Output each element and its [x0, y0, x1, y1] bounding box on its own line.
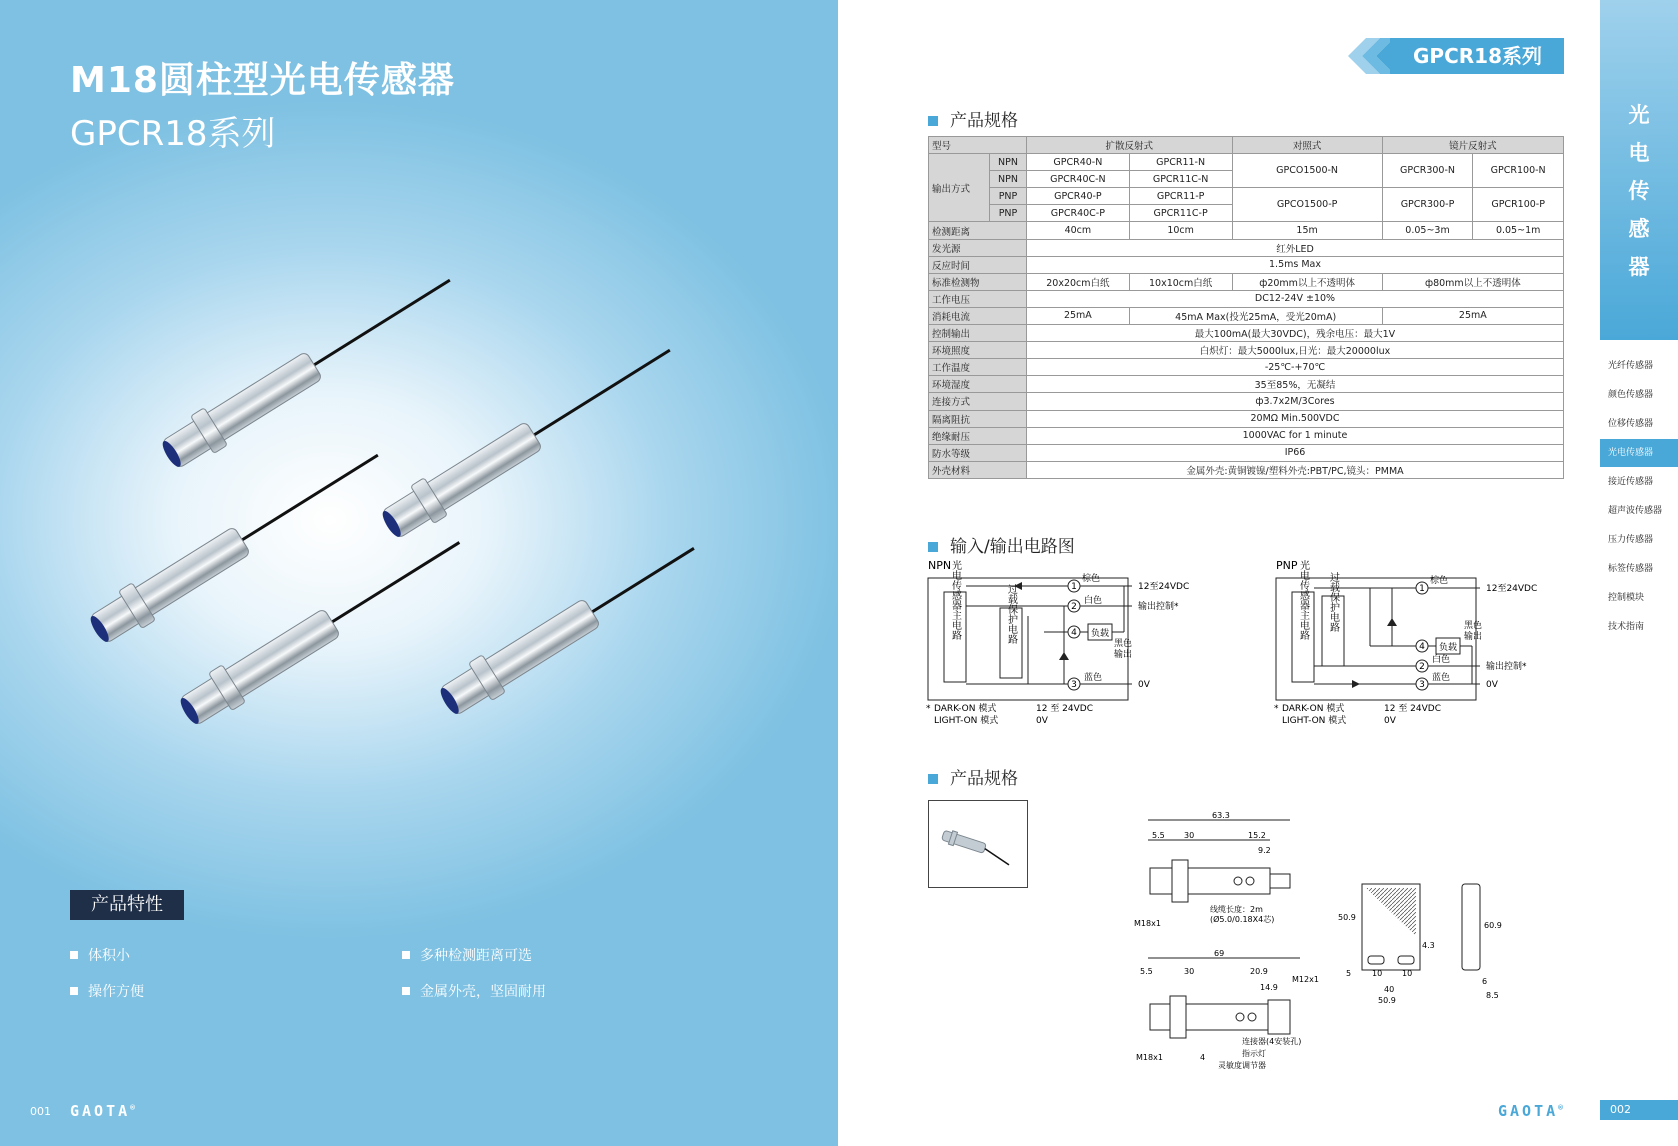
svg-text:M18x1: M18x1: [1134, 919, 1161, 928]
left-page: [0, 0, 838, 1146]
sidebar-item-photoelectric[interactable]: 光电传感器: [1600, 439, 1678, 467]
svg-text:M12x1: M12x1: [1292, 975, 1319, 984]
table-row: 控制输出 最大100mA(最大30VDC)，残余电压：最大1V: [929, 325, 1564, 342]
sidebar-item-color[interactable]: 颜色传感器: [1608, 390, 1654, 400]
svg-text:10: 10: [1372, 969, 1383, 978]
table-row: NPN GPCR40C-N GPCR11C-N: [929, 171, 1564, 188]
svg-text:蓝色: 蓝色: [1432, 673, 1451, 683]
npn-title: NPN: [928, 559, 952, 572]
table-row: 防水等级 IP66: [929, 444, 1564, 461]
svg-text:12 至 24VDC: 12 至 24VDC: [1036, 704, 1093, 714]
sensor-1: [156, 261, 462, 475]
svg-text:DARK-ON 模式: DARK-ON 模式: [1282, 704, 1345, 714]
svg-text:4.3: 4.3: [1422, 941, 1435, 950]
svg-text:20.9: 20.9: [1250, 967, 1268, 976]
product-thumbnail: [928, 800, 1028, 888]
svg-text:5.5: 5.5: [1140, 967, 1153, 976]
svg-text:6: 6: [1482, 977, 1488, 986]
dimension-drawing-cable: [1130, 808, 1310, 938]
sensor-3: [84, 436, 390, 650]
svg-text:M18x1: M18x1: [1136, 1053, 1163, 1062]
table-row: 连接方式 ф3.7x2M/3Cores: [929, 393, 1564, 410]
feature-item: 体积小: [70, 945, 130, 965]
svg-text:光电传感器主电路: 光电传感器主电路: [1297, 560, 1309, 640]
svg-text:4: 4: [1419, 642, 1425, 652]
svg-text:0V: 0V: [1384, 716, 1396, 726]
svg-text:DARK-ON 模式: DARK-ON 模式: [934, 704, 997, 714]
svg-text:50.9: 50.9: [1378, 996, 1396, 1005]
svg-text:(Ø5.0/0.18X4芯): (Ø5.0/0.18X4芯): [1210, 915, 1275, 924]
sidebar-item-guide[interactable]: 技术指南: [1608, 622, 1645, 632]
svg-text:40: 40: [1384, 985, 1395, 994]
svg-text:输出: 输出: [1464, 632, 1483, 642]
svg-text:白色: 白色: [1432, 655, 1451, 665]
svg-text:负载: 负载: [1438, 643, 1458, 653]
table-row: 工作电压 DC12-24V ±10%: [929, 290, 1564, 307]
svg-text:LIGHT-ON 模式: LIGHT-ON 模式: [934, 716, 999, 726]
sidebar-title: 光 电 传 感 器: [1628, 103, 1650, 279]
sidebar-item-ultrasonic[interactable]: 超声波传感器: [1608, 506, 1663, 516]
svg-text:15.2: 15.2: [1248, 831, 1266, 840]
svg-text:10: 10: [1402, 969, 1413, 978]
svg-text:12至24VDC: 12至24VDC: [1486, 584, 1538, 594]
svg-text:棕色: 棕色: [1430, 576, 1449, 586]
page-title: M18圆柱型光电传感器: [70, 60, 455, 101]
svg-text:2: 2: [1071, 602, 1077, 612]
svg-text:负载: 负载: [1090, 629, 1110, 639]
pnp-circuit-diagram: [1272, 556, 1572, 730]
svg-text:输出控制*: 输出控制*: [1486, 662, 1527, 672]
features-heading: 产品特性: [70, 890, 184, 920]
page-number-left: 001: [30, 1105, 51, 1118]
svg-text:指示灯: 指示灯: [1242, 1049, 1266, 1058]
sidebar-item-pressure[interactable]: 压力传感器: [1608, 535, 1654, 545]
feature-item: 金属外壳，坚固耐用: [402, 981, 546, 1001]
svg-text:5.5: 5.5: [1152, 831, 1165, 840]
svg-text:线缆长度：2m: 线缆长度：2m: [1210, 905, 1263, 914]
sensor-5: [434, 530, 706, 723]
svg-text:过载保护电路: 过载保护电路: [1005, 584, 1017, 644]
page-number-right: 002: [1600, 1100, 1678, 1120]
svg-text:过载保护电路: 过载保护电路: [1327, 572, 1339, 632]
svg-text:12至24VDC: 12至24VDC: [1138, 582, 1190, 592]
feature-item: 操作方便: [70, 981, 144, 1001]
table-row: 标准检测物 20x20cm白纸 10x10cm白纸 ф20mm以上不透明体 ф80mm以上不透明体: [929, 273, 1564, 290]
sidebar-item-fiber[interactable]: 光纤传感器: [1608, 361, 1654, 371]
page-subtitle: GPCR18系列: [70, 114, 276, 154]
spec-table: [928, 136, 1564, 479]
svg-text:蓝色: 蓝色: [1084, 673, 1103, 683]
svg-text:0V: 0V: [1486, 680, 1498, 690]
table-row: 发光源 红外LED: [929, 239, 1564, 256]
svg-text:30: 30: [1184, 831, 1195, 840]
dimension-drawing-reflector: [1336, 876, 1556, 1006]
brand-logo-right: GAOTA®: [1498, 1102, 1566, 1120]
spec-heading: 产品规格: [928, 106, 1018, 131]
svg-text:黑色: 黑色: [1464, 621, 1483, 631]
svg-text:灵敏度调节器: 灵敏度调节器: [1218, 1061, 1266, 1070]
svg-text:0V: 0V: [1036, 716, 1048, 726]
table-row: 环境湿度 35至85%，无凝结: [929, 376, 1564, 393]
svg-text:0V: 0V: [1138, 680, 1150, 690]
svg-text:3: 3: [1419, 680, 1425, 690]
svg-text:输出: 输出: [1114, 650, 1133, 660]
table-row: 反应时间 1.5ms Max: [929, 256, 1564, 273]
svg-text:连接器(4安装孔): 连接器(4安装孔): [1242, 1037, 1302, 1046]
table-row: 绝缘耐压 1000VAC for 1 minute: [929, 427, 1564, 444]
sidebar-item-displacement[interactable]: 位移传感器: [1608, 419, 1654, 429]
table-row: PNP GPCR40-P GPCR11-P GPCO1500-P GPCR300-P GPCR100-P: [929, 188, 1564, 205]
sidebar-item-control[interactable]: 控制模块: [1608, 593, 1645, 603]
sidebar-header: [1600, 0, 1678, 340]
svg-text:30: 30: [1184, 967, 1195, 976]
svg-text:2: 2: [1419, 662, 1425, 672]
svg-text:8.5: 8.5: [1486, 991, 1499, 1000]
svg-text:*: *: [926, 704, 931, 714]
sidebar-item-label[interactable]: 标签传感器: [1608, 564, 1654, 574]
svg-text:*: *: [1274, 704, 1279, 714]
svg-text:60.9: 60.9: [1484, 921, 1502, 930]
table-row: PNP GPCR40C-P GPCR11C-P: [929, 205, 1564, 222]
svg-text:9.2: 9.2: [1258, 846, 1271, 855]
svg-text:69: 69: [1214, 949, 1225, 958]
sensor-product-photos: [0, 0, 838, 1146]
pnp-title: PNP: [1276, 559, 1298, 572]
table-row: 外壳材料 金属外壳:黄铜镀镍/塑料外壳:PBT/PC,镜头：PMMA: [929, 461, 1564, 478]
svg-text:3: 3: [1071, 680, 1077, 690]
npn-circuit-diagram: [924, 556, 1224, 730]
svg-text:63.3: 63.3: [1212, 811, 1230, 820]
table-row: 工作温度 -25℃-+70℃: [929, 359, 1564, 376]
svg-text:5: 5: [1346, 969, 1352, 978]
dimension-heading: 产品规格: [928, 764, 1018, 789]
table-row: 型号 扩散反射式 对照式 镜片反射式: [929, 137, 1564, 154]
svg-text:输出控制*: 输出控制*: [1138, 602, 1179, 612]
table-row: 消耗电流 25mA 45mA Max(投光25mA，受光20mA) 25mA: [929, 307, 1564, 324]
svg-text:14.9: 14.9: [1260, 983, 1278, 992]
svg-text:1: 1: [1419, 584, 1425, 594]
svg-text:光电传感器主电路: 光电传感器主电路: [949, 560, 961, 640]
feature-item: 多种检测距离可选: [402, 945, 532, 965]
svg-text:50.9: 50.9: [1338, 913, 1356, 922]
sensor-2: [376, 331, 682, 545]
sidebar-item-proximity[interactable]: 接近传感器: [1608, 477, 1654, 487]
svg-text:白色: 白色: [1084, 596, 1103, 606]
table-row: 环境照度 白炽灯：最大5000lux,日光：最大20000lux: [929, 342, 1564, 359]
svg-text:4: 4: [1200, 1053, 1206, 1062]
series-tab: GPCR18系列: [1390, 38, 1564, 74]
svg-text:棕色: 棕色: [1082, 574, 1101, 584]
table-row: 检测距离 40cm 10cm 15m 0.05~3m 0.05~1m: [929, 222, 1564, 239]
dimension-drawing-connector: [1130, 946, 1320, 1074]
svg-text:12 至 24VDC: 12 至 24VDC: [1384, 704, 1441, 714]
brand-logo-left: GAOTA®: [70, 1102, 138, 1120]
table-row: 输出方式 NPN GPCR40-N GPCR11-N GPCO1500-N GPCR300-N GPCR100-N: [929, 154, 1564, 171]
svg-text:4: 4: [1071, 628, 1077, 638]
svg-text:1: 1: [1071, 582, 1077, 592]
circuit-heading: 输入/输出电路图: [928, 532, 1075, 557]
category-sidebar: [1600, 0, 1678, 1146]
svg-text:LIGHT-ON 模式: LIGHT-ON 模式: [1282, 716, 1347, 726]
table-row: 隔离阻抗 20MΩ Min.500VDC: [929, 410, 1564, 427]
svg-text:黑色: 黑色: [1114, 639, 1133, 649]
